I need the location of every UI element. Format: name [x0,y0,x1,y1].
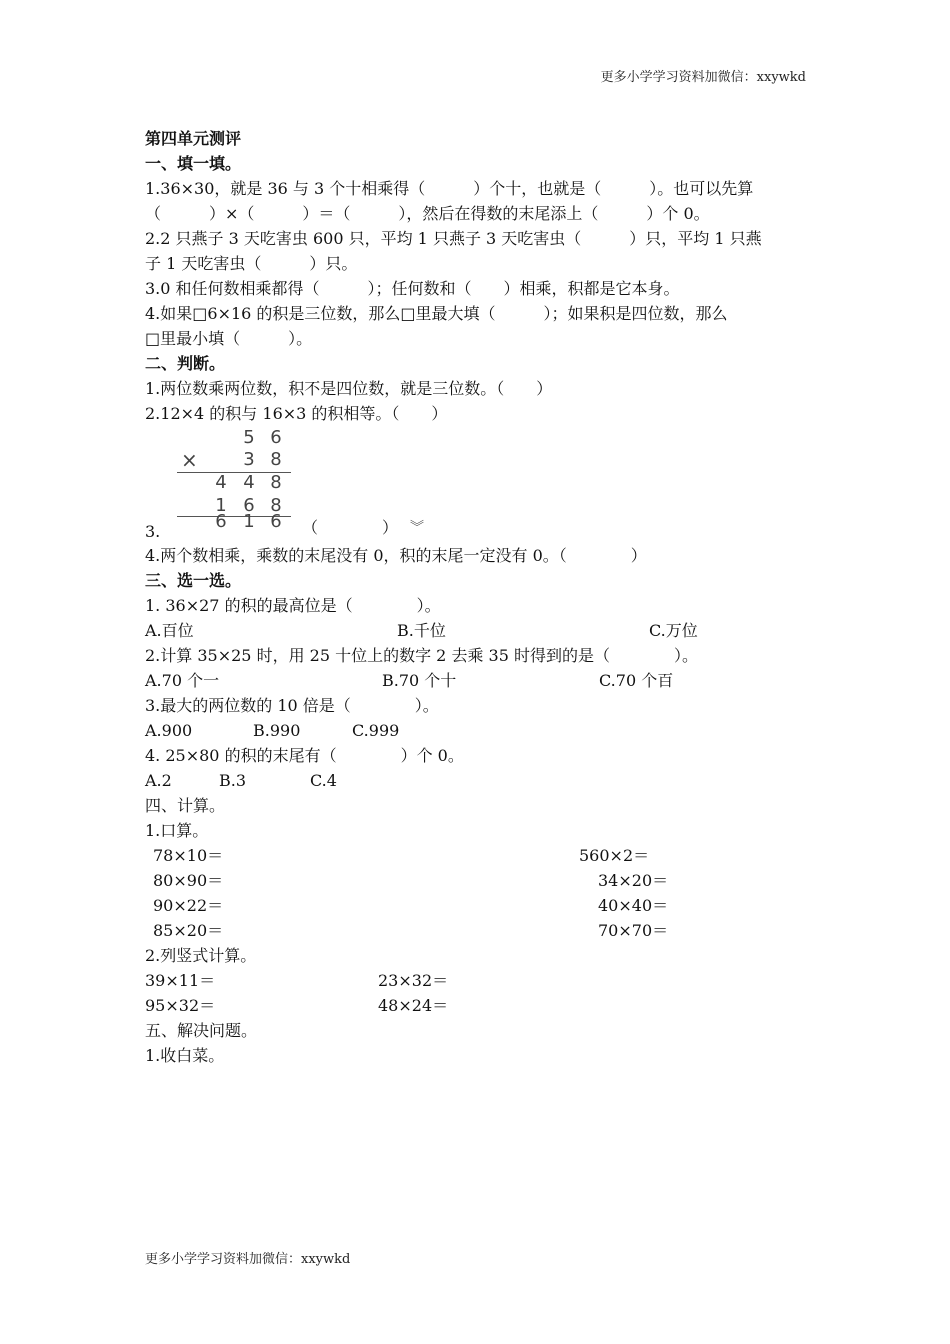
s3-question-2: 2.计算 35×25 时，用 25 十位上的数字 2 去乘 35 时得到的是（ ）。 [145,646,698,665]
oral-row [145,893,825,918]
s3-question-4: 4. 25×80 的积的末尾有（ ）个 0。 [145,746,464,765]
vm-digit: 8 [270,495,282,516]
s5-question-1: 1.收白菜。 [145,1046,225,1065]
option-b: B.70 个十 [382,671,457,690]
s2-question-3 [145,511,825,541]
s2-question-1: 1.两位数乘两位数，积不是四位数，就是三位数。（ ） [145,379,553,398]
footer-note: 更多小学学习资料加微信：xxywkd [145,1252,351,1267]
header-note: 更多小学学习资料加微信：xxywkd [600,70,806,85]
option-a: A.2 [145,771,172,790]
option-a: A.900 [145,721,193,740]
s1-line-6: 4.如果□6×16 的积是三位数，那么□里最大填（ ）；如果积是四位数，那么 [145,304,728,323]
option-a: A.百位 [145,621,194,640]
oral-row [145,843,825,868]
vm-digit: 5 [243,427,255,448]
oral-item: 34×20＝ [598,871,669,890]
option-c: C.70 个百 [599,671,674,690]
s1-line-1: 1.36×30，就是 36 与 3 个十相乘得（ ）个十，也就是（ ）。也可以先算 [145,179,754,198]
s3-q1-options [145,618,825,643]
oral-item: 78×10＝ [153,846,224,865]
section-4-heading: 四、计算。 [145,796,226,815]
section-5-heading: 五、解决问题。 [145,1021,258,1040]
option-a: A.70 个一 [145,671,220,690]
oral-item: 80×90＝ [153,871,224,890]
s3-q4-options [145,768,825,793]
oral-item: 90×22＝ [153,896,224,915]
oral-item: 40×40＝ [598,896,669,915]
option-c: C.4 [310,771,337,790]
s4-sub-1: 1.口算。 [145,821,209,840]
s3-question-1: 1. 36×27 的积的最高位是（ ）。 [145,596,441,615]
q3-number: 3. [145,522,161,541]
vm-digit: 6 [270,511,282,532]
vm-digit: 4 [243,472,255,493]
s1-line-2: （ ）×（ ）＝（ ），然后在得数的末尾添上（ ）个 0。 [145,204,710,223]
s1-line-5: 3.0 和任何数相乘都得（ ）；任何数和（ ）相乘，积都是它本身。 [145,279,680,298]
section-1-heading: 一、填一填。 [145,154,242,173]
s4-sub-2: 2.列竖式计算。 [145,946,257,965]
vert-item: 95×32＝ [145,996,216,1015]
oral-row [145,868,825,893]
section-3-heading: 三、选一选。 [145,571,242,590]
multiply-sign: × [181,448,198,472]
vm-digit: 4 [215,472,227,493]
page-title: 第四单元测评 [145,129,242,148]
vert-item: 39×11＝ [145,971,216,990]
oral-row [145,918,825,943]
option-c: C.999 [352,721,400,740]
vm-digit: 6 [270,427,282,448]
option-c: C.万位 [649,621,698,640]
s3-q3-options [145,718,825,743]
option-b: B.990 [253,721,301,740]
s1-line-3: 2.2 只燕子 3 天吃害虫 600 只，平均 1 只燕子 3 天吃害虫（ ）只，平均 1 只燕 [145,229,762,248]
s1-line-4: 子 1 天吃害虫（ ）只。 [145,254,358,273]
option-b: B.3 [219,771,247,790]
section-2-heading: 二、判断。 [145,354,226,373]
vert-row [145,968,825,993]
vm-digit: 1 [215,495,227,516]
vm-digit: 3 [243,449,255,470]
oral-item: 85×20＝ [153,921,224,940]
q3-mark: ︾ [410,520,424,536]
q3-blank: （ ） [302,518,399,537]
s3-question-3: 3.最大的两位数的 10 倍是（ ）。 [145,696,439,715]
s1-line-7: □里最小填（ ）。 [145,329,313,348]
option-b: B.千位 [397,621,446,640]
vert-item: 48×24＝ [378,996,449,1015]
s2-question-4: 4.两个数相乘，乘数的末尾没有 0，积的末尾一定没有 0。（ ） [145,546,647,565]
vm-digit: 1 [243,511,255,532]
vm-digit: 6 [243,495,255,516]
s3-q2-options [145,668,825,693]
vm-digit: 8 [270,449,282,470]
vm-digit: 8 [270,472,282,493]
vert-item: 23×32＝ [378,971,449,990]
content [145,126,825,1068]
vert-row [145,993,825,1018]
oral-item: 70×70＝ [598,921,669,940]
oral-item: 560×2＝ [579,846,650,865]
s2-question-2: 2.12×4 的积与 16×3 的积相等。（ ） [145,404,448,423]
vm-digit: 6 [215,511,227,532]
